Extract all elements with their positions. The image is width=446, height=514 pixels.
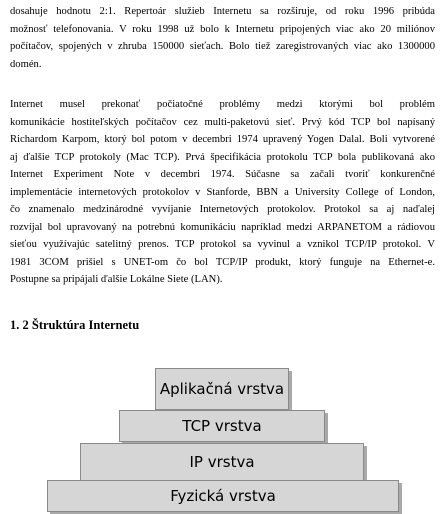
text-line: aj ďalšie TCP protokoly (Mac TCP). Prvá špecifikácia protokolu TCP bola publikovaná ako (10, 151, 435, 163)
pyramid-layer-physical (47, 480, 399, 512)
text-line: implementácie internetových protokolov v Stanforde, BBN a University College of London, (10, 186, 435, 198)
text-line: sieťou využívajúc satelitný prenos. TCP protokol sa vyvinul a vznikol TCP/IP protokol. V (10, 239, 435, 250)
text-line: počítačov, spojených v zhruba 150000 sieťach. Bolo tiež zaregistrovaných viac ako 1300000 (10, 41, 435, 52)
pyramid-layer-application (155, 368, 289, 410)
text-line: rozvíjal bol upravovaný na potrebnú komunikáciu napríklad medzi ARPANETOM a rádiovou (10, 221, 435, 233)
text-line: možnosť telefonovania. V roku 1998 už bolo k Internetu pripojených viac ako 20 miliónov (10, 23, 435, 35)
text-line: Richardom Karpom, ktorý bol potom v decembri 1974 upravený Yogen Dalal. Boli vytvorené (10, 134, 435, 145)
pyramid-layer-label: IP vrstva (189, 453, 255, 471)
text-line: čo znamenalo medzinárodné vyvíjanie Internetových protokolov. Protokol sa aj naďalej (10, 204, 435, 215)
section-heading: 1. 2 Štruktúra Internetu (10, 318, 140, 332)
text-line: Internet musel prekonať počiatočné problémy medzi ktorými bol problém (10, 99, 435, 110)
pyramid-layer-label: TCP vrstva (182, 417, 262, 435)
text-line: Internet Experiment Note v decembri 1974. Súčasne sa začali tvoriť konkurenčné (10, 169, 435, 180)
text-line: dosahuje hodnotu 2:1. Repertoár služieb Internetu sa rozširuje, od roku 1996 pribúda (10, 6, 435, 17)
text-line: domén. (10, 58, 42, 70)
text-line: 1981 3COM prišiel s UNET-om čo bol TCP/IP produkt, ktorý funguje na Ethernet-e. (10, 256, 435, 268)
text-line: Postupne sa pripájali ďalšie Lokálne Siete (LAN). (10, 274, 223, 285)
pyramid-layer-label: Fyzická vrstva (170, 487, 276, 505)
text-line: komunikácie hostiteľských počítačov cez multi-paketovú sieť. Prvý kód TCP bol napísaný (10, 116, 435, 128)
pyramid-layer-tcp (119, 410, 325, 442)
pyramid-layer-label: Aplikačná vrstva (159, 380, 285, 398)
pyramid-layer-ip (80, 443, 364, 481)
